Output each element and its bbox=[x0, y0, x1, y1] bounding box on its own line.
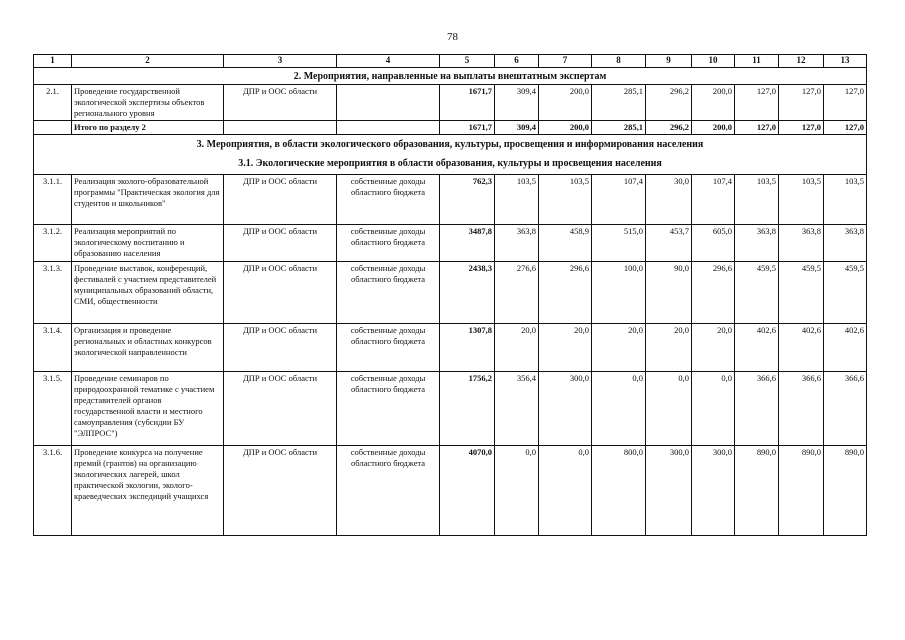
row-value: 300,0 bbox=[692, 446, 735, 536]
total-value: 127,0 bbox=[735, 120, 779, 134]
column-number: 6 bbox=[495, 55, 539, 68]
table-row bbox=[34, 225, 867, 262]
column-number: 4 bbox=[337, 55, 440, 68]
row-name: Проведение выставок, конференций, фестивалей с участием представителей муниципальных образований области, СМИ, общественности bbox=[72, 262, 224, 324]
row-name: Организация и проведение региональных и областных конкурсов экологической направленности bbox=[72, 324, 224, 372]
page-number: 78 bbox=[447, 31, 458, 43]
column-number: 11 bbox=[735, 55, 779, 68]
column-number: 1 bbox=[34, 55, 72, 68]
row-source: собственные доходы областного бюджета bbox=[337, 225, 440, 262]
column-number: 2 bbox=[72, 55, 224, 68]
table-row bbox=[34, 175, 867, 225]
row-value: 363,8 bbox=[779, 225, 824, 262]
column-number: 13 bbox=[824, 55, 867, 68]
row-source bbox=[337, 85, 440, 121]
row-value: 300,0 bbox=[646, 446, 692, 536]
row-value: 366,6 bbox=[824, 372, 867, 446]
row-executor: ДПР и ООС области bbox=[224, 262, 337, 324]
row-source: собственные доходы областного бюджета bbox=[337, 175, 440, 225]
row-source: собственные доходы областного бюджета bbox=[337, 372, 440, 446]
row-value: 276,6 bbox=[495, 262, 539, 324]
row-value: 127,0 bbox=[779, 85, 824, 121]
column-number: 12 bbox=[779, 55, 824, 68]
row-value: 296,2 bbox=[646, 85, 692, 121]
row-value: 20,0 bbox=[692, 324, 735, 372]
row-value: 0,0 bbox=[692, 372, 735, 446]
total-value: 1671,7 bbox=[440, 120, 495, 134]
row-value: 459,5 bbox=[735, 262, 779, 324]
total-value: 200,0 bbox=[539, 120, 592, 134]
table-row bbox=[34, 372, 867, 446]
row-value: 0,0 bbox=[495, 446, 539, 536]
row-name: Реализация эколого-образовательной программы "Практическая экология для студентов и школьников" bbox=[72, 175, 224, 225]
row-value: 459,5 bbox=[824, 262, 867, 324]
total-value: 127,0 bbox=[779, 120, 824, 134]
table-row bbox=[34, 85, 867, 121]
row-value: 20,0 bbox=[539, 324, 592, 372]
column-number: 9 bbox=[646, 55, 692, 68]
row-code: 3.1.5. bbox=[34, 372, 72, 446]
table-row bbox=[34, 446, 867, 536]
total-value: 200,0 bbox=[692, 120, 735, 134]
row-value: 103,5 bbox=[824, 175, 867, 225]
empty-cell bbox=[224, 120, 337, 134]
row-value: 459,5 bbox=[779, 262, 824, 324]
row-value: 356,4 bbox=[495, 372, 539, 446]
total-value: 285,1 bbox=[592, 120, 646, 134]
row-value: 103,5 bbox=[539, 175, 592, 225]
row-value: 200,0 bbox=[692, 85, 735, 121]
row-source: собственные доходы областного бюджета bbox=[337, 324, 440, 372]
row-value: 107,4 bbox=[692, 175, 735, 225]
row-value: 453,7 bbox=[646, 225, 692, 262]
row-code: 3.1.6. bbox=[34, 446, 72, 536]
row-name: Проведение государственной экологической экспертизы объектов регионального уровня bbox=[72, 85, 224, 121]
row-value: 100,0 bbox=[592, 262, 646, 324]
total-label: Итого по разделу 2 bbox=[72, 120, 224, 134]
row-value: 103,5 bbox=[735, 175, 779, 225]
row-name: Проведение конкурса на получение премий (грантов) на организацию экологических лагерей, школ практической экологии, эколого-краеведческих экспедиций учащихся bbox=[72, 446, 224, 536]
column-number: 7 bbox=[539, 55, 592, 68]
row-value: 127,0 bbox=[735, 85, 779, 121]
row-value: 458,9 bbox=[539, 225, 592, 262]
row-value: 0,0 bbox=[539, 446, 592, 536]
column-number-row bbox=[34, 55, 867, 68]
row-value: 0,0 bbox=[592, 372, 646, 446]
row-value: 800,0 bbox=[592, 446, 646, 536]
row-value: 890,0 bbox=[735, 446, 779, 536]
row-value: 366,6 bbox=[779, 372, 824, 446]
row-value: 20,0 bbox=[495, 324, 539, 372]
subsection-3-1-title: 3.1. Экологические мероприятия в области образования, культуры и просвещения населения bbox=[238, 157, 662, 169]
row-code: 3.1.3. bbox=[34, 262, 72, 324]
row-value: 0,0 bbox=[646, 372, 692, 446]
row-value: 515,0 bbox=[592, 225, 646, 262]
empty-cell bbox=[337, 120, 440, 134]
row-source: собственные доходы областного бюджета bbox=[337, 446, 440, 536]
row-value: 30,0 bbox=[646, 175, 692, 225]
section-3-title: 3. Мероприятия, в области экологического образования, культуры, просвещения и информирования населения bbox=[196, 138, 704, 150]
row-executor: ДПР и ООС области bbox=[224, 372, 337, 446]
row-value: 127,0 bbox=[824, 85, 867, 121]
section-2-heading-row bbox=[34, 67, 867, 85]
empty-cell bbox=[34, 120, 72, 134]
row-value: 366,6 bbox=[735, 372, 779, 446]
row-total-value: 3487,8 bbox=[440, 225, 495, 262]
row-value: 285,1 bbox=[592, 85, 646, 121]
section-3-heading-row bbox=[34, 134, 867, 175]
row-value: 402,6 bbox=[824, 324, 867, 372]
section-3-headings bbox=[34, 134, 867, 175]
row-code: 3.1.4. bbox=[34, 324, 72, 372]
row-value: 890,0 bbox=[779, 446, 824, 536]
row-executor: ДПР и ООС области bbox=[224, 85, 337, 121]
row-total-value: 1756,2 bbox=[440, 372, 495, 446]
row-code: 3.1.1. bbox=[34, 175, 72, 225]
row-value: 20,0 bbox=[592, 324, 646, 372]
total-value: 127,0 bbox=[824, 120, 867, 134]
row-code: 3.1.2. bbox=[34, 225, 72, 262]
row-value: 605,0 bbox=[692, 225, 735, 262]
total-value: 309,4 bbox=[495, 120, 539, 134]
row-value: 300,0 bbox=[539, 372, 592, 446]
column-number: 5 bbox=[440, 55, 495, 68]
row-value: 200,0 bbox=[539, 85, 592, 121]
row-value: 402,6 bbox=[779, 324, 824, 372]
column-number: 8 bbox=[592, 55, 646, 68]
row-value: 363,8 bbox=[824, 225, 867, 262]
budget-table bbox=[33, 54, 867, 536]
total-value: 296,2 bbox=[646, 120, 692, 134]
row-name: Реализация мероприятий по экологическому воспитанию и образованию населения bbox=[72, 225, 224, 262]
row-code: 2.1. bbox=[34, 85, 72, 121]
table-row bbox=[34, 324, 867, 372]
row-value: 296,6 bbox=[539, 262, 592, 324]
row-value: 107,4 bbox=[592, 175, 646, 225]
row-value: 90,0 bbox=[646, 262, 692, 324]
section-2-total-row bbox=[34, 120, 867, 134]
column-number: 3 bbox=[224, 55, 337, 68]
row-value: 363,8 bbox=[735, 225, 779, 262]
row-value: 363,8 bbox=[495, 225, 539, 262]
row-value: 890,0 bbox=[824, 446, 867, 536]
row-source: собственные доходы областного бюджета bbox=[337, 262, 440, 324]
row-value: 402,6 bbox=[735, 324, 779, 372]
row-total-value: 762,3 bbox=[440, 175, 495, 225]
section-2-title: 2. Мероприятия, направленные на выплаты внештатным экспертам bbox=[34, 67, 867, 85]
row-total-value: 4070,0 bbox=[440, 446, 495, 536]
row-executor: ДПР и ООС области bbox=[224, 175, 337, 225]
row-value: 20,0 bbox=[646, 324, 692, 372]
row-value: 309,4 bbox=[495, 85, 539, 121]
row-value: 103,5 bbox=[779, 175, 824, 225]
row-executor: ДПР и ООС области bbox=[224, 446, 337, 536]
row-value: 103,5 bbox=[495, 175, 539, 225]
row-executor: ДПР и ООС области bbox=[224, 225, 337, 262]
column-number: 10 bbox=[692, 55, 735, 68]
row-total-value: 1307,8 bbox=[440, 324, 495, 372]
table-row bbox=[34, 262, 867, 324]
row-name: Проведение семинаров по природоохранной тематике с участием представителей органов государственной власти и местного самоуправления (субсидии БУ "ЭЛПРОС") bbox=[72, 372, 224, 446]
row-total-value: 2438,3 bbox=[440, 262, 495, 324]
row-value: 296,6 bbox=[692, 262, 735, 324]
row-executor: ДПР и ООС области bbox=[224, 324, 337, 372]
row-total-value: 1671,7 bbox=[440, 85, 495, 121]
